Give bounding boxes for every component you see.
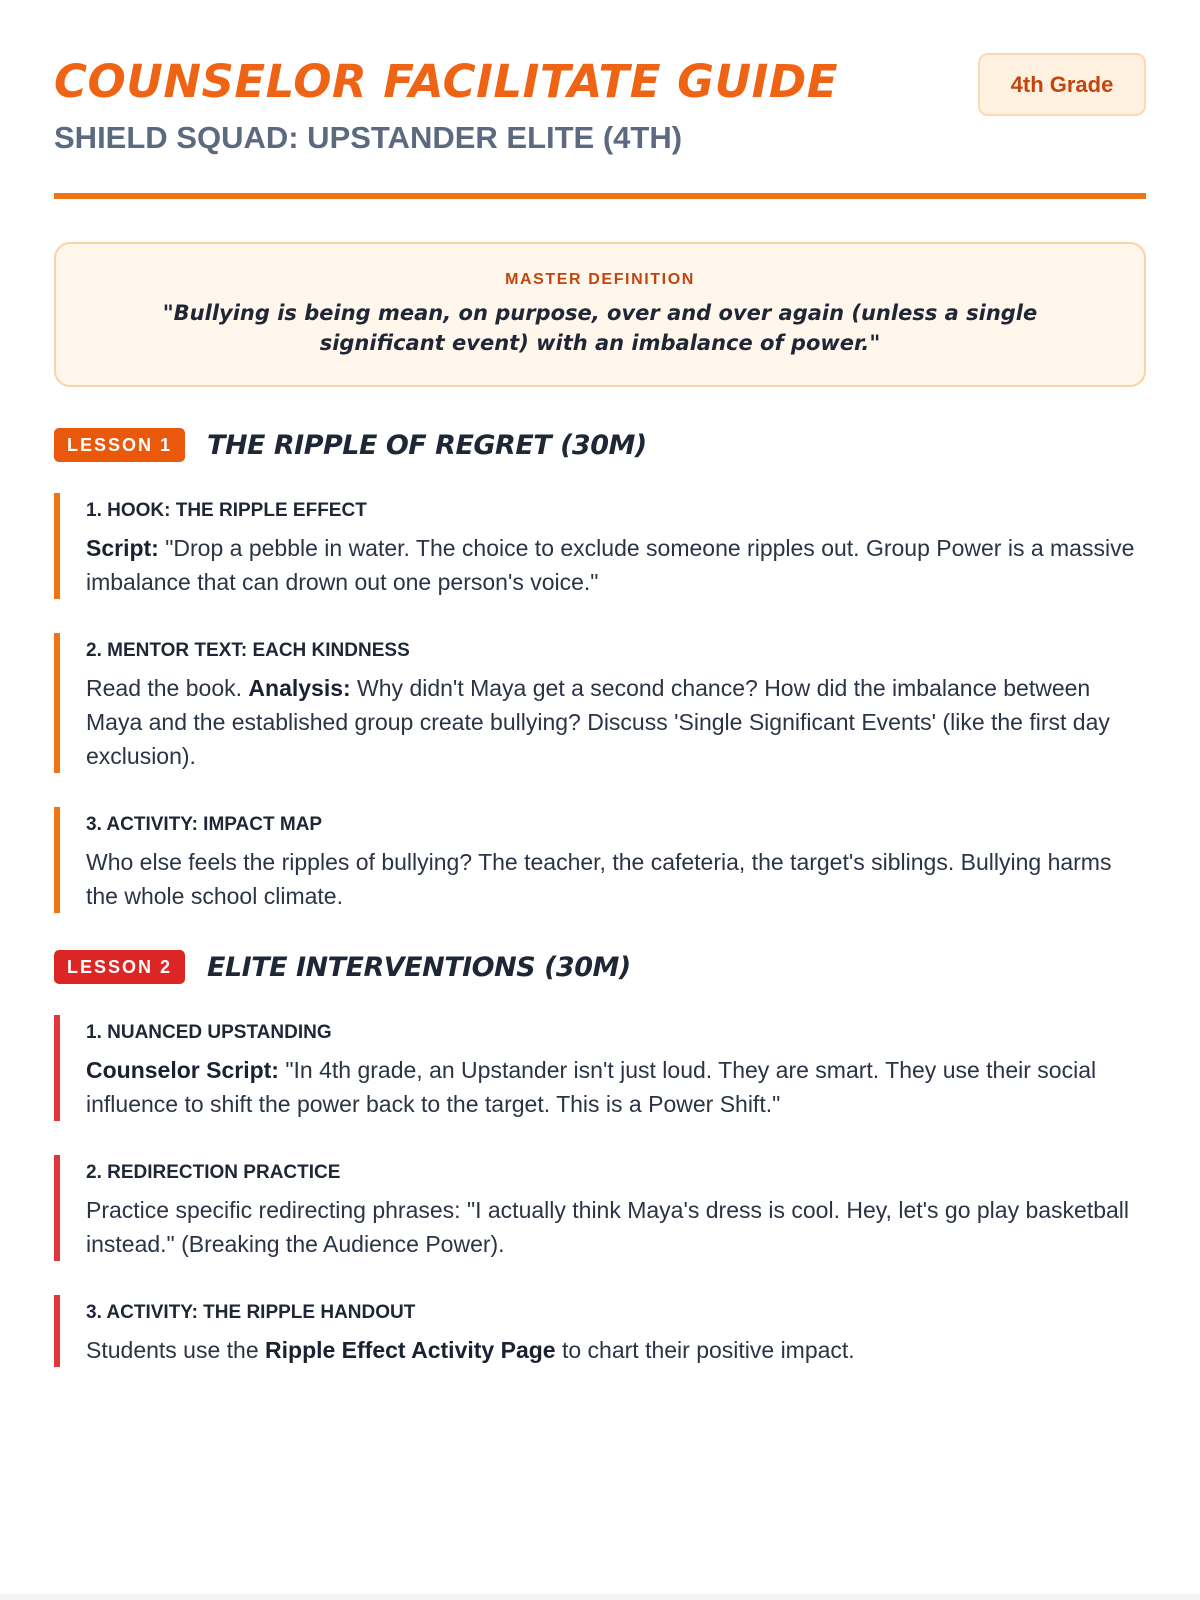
step-title: 1. NUANCED UPSTANDING	[86, 1022, 332, 1043]
step-text: "Drop a pebble in water. The choice to exclude someone ripples out. Group Power is a massive imbalance that can drown out one person's voice."	[86, 535, 1135, 595]
page-title: COUNSELOR FACILITATE GUIDE	[54, 55, 838, 108]
lesson-1-step-1	[54, 493, 1146, 599]
page-subtitle: SHIELD SQUAD: UPSTANDER ELITE (4TH)	[54, 120, 683, 155]
step-text: Who else feels the ripples of bullying? The teacher, the cafeteria, the target's siblings. Bullying harms the whole school climate.	[86, 849, 1112, 909]
lesson-2-badge: LESSON 2	[54, 950, 185, 984]
lesson-1-badge: LESSON 1	[54, 428, 185, 462]
step-body	[86, 845, 1146, 913]
lesson-2-step-2	[54, 1155, 1146, 1261]
step-body	[86, 1193, 1146, 1261]
lesson-2-title: ELITE INTERVENTIONS (30M)	[207, 951, 631, 983]
step-lead: Analysis:	[248, 675, 351, 701]
page-header	[54, 0, 1146, 200]
step-pre: Read the book.	[86, 675, 249, 701]
lesson-1-section	[54, 425, 1146, 913]
lesson-1-title: THE RIPPLE OF REGRET (30M)	[207, 429, 647, 461]
step-title: 3. ACTIVITY: IMPACT MAP	[86, 814, 323, 835]
lesson-1-steps	[54, 493, 1146, 913]
step-text: to chart their positive impact.	[555, 1337, 855, 1363]
lesson-1-step-2	[54, 633, 1146, 773]
step-body	[86, 1333, 1146, 1367]
step-text: Why didn't Maya get a second chance? How did the imbalance between Maya and the established group create bullying? Discuss 'Single Significant Events' (like the first day exclusion).	[86, 675, 1110, 769]
step-title: 2. MENTOR TEXT: EACH KINDNESS	[86, 640, 410, 661]
header-divider	[54, 193, 1146, 199]
grade-badge: 4th Grade	[978, 53, 1146, 116]
lesson-2-step-1	[54, 1015, 1146, 1121]
lesson-2-step-3	[54, 1295, 1146, 1367]
step-body	[86, 671, 1146, 773]
step-title: 1. HOOK: THE RIPPLE EFFECT	[86, 500, 367, 521]
step-text: Practice specific redirecting phrases: "I actually think Maya's dress is cool. Hey, let's go play basketball instead." (Breaking the Audience Power).	[86, 1197, 1130, 1257]
step-body	[86, 1053, 1146, 1121]
step-pre: Students use the	[86, 1337, 266, 1363]
step-lead: Counselor Script:	[86, 1057, 279, 1083]
step-text: "In 4th grade, an Upstander isn't just loud. They are smart. They use their social influence to shift the power back to the target. This is a Power Shift."	[86, 1057, 1097, 1117]
definition-text: "Bullying is being mean, on purpose, over and over again (unless a single significant event) with an imbalance of power."	[162, 301, 1038, 355]
lesson-2-section	[54, 947, 1146, 1367]
lesson-2-header	[54, 947, 1146, 987]
step-title: 2. REDIRECTION PRACTICE	[86, 1162, 341, 1183]
lesson-2-steps	[54, 1015, 1146, 1367]
page-footer-band	[0, 1594, 1200, 1600]
master-definition-box	[54, 242, 1146, 387]
lesson-1-header	[54, 425, 1146, 465]
definition-label: MASTER DEFINITION	[505, 271, 695, 288]
step-body	[86, 531, 1146, 599]
lesson-1-step-3	[54, 807, 1146, 913]
step-title: 3. ACTIVITY: THE RIPPLE HANDOUT	[86, 1302, 416, 1323]
step-lead: Ripple Effect Activity Page	[265, 1337, 556, 1363]
step-lead: Script:	[86, 535, 159, 561]
